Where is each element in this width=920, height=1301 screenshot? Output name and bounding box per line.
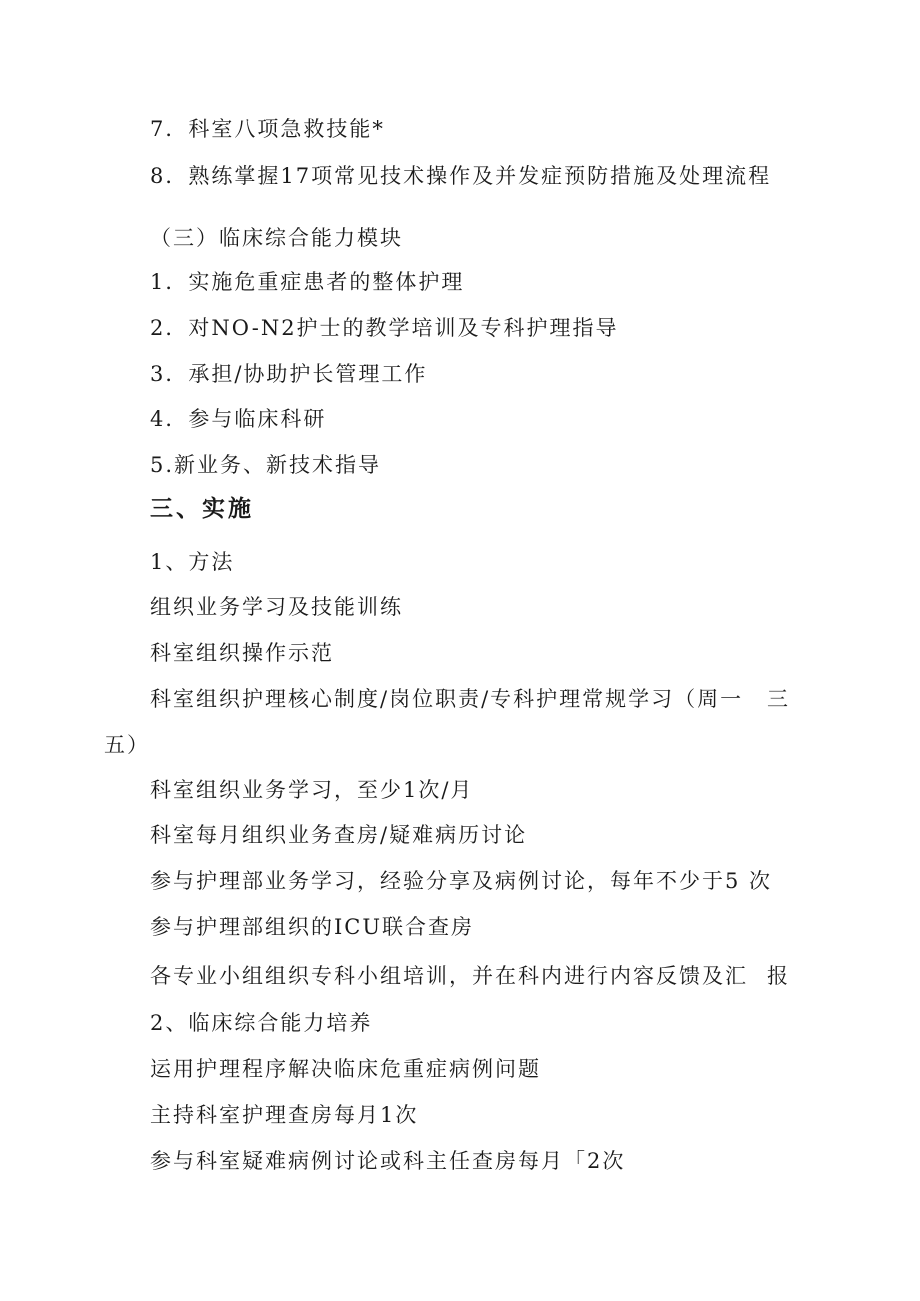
paragraph-line-wrapped <box>150 685 790 713</box>
subsection-heading-methods: 1、方法 <box>150 550 235 574</box>
list-item-management: 3．承担/协助护长管理工作 <box>150 362 428 386</box>
section-subheading-clinical-module: （三）临床综合能力模块 <box>150 226 403 250</box>
list-item-research: 4．参与临床科研 <box>150 407 327 431</box>
paragraph-line: 主持科室护理查房每月1次 <box>150 1103 419 1127</box>
paragraph-line: 参与护理部组织的ICU联合查房 <box>150 915 475 939</box>
paragraph-line: 运用护理程序解决临床危重症病例问题 <box>150 1057 541 1081</box>
paragraph-line: 组织业务学习及技能训练 <box>150 595 403 619</box>
paragraph-line: 参与科室疑难病例讨论或科主任查房每月「2次 <box>150 1149 626 1173</box>
subsection-heading-clinical-training: 2、临床综合能力培养 <box>150 1011 373 1035</box>
section-heading-implementation: 三、实施 <box>150 496 254 522</box>
list-item-new-technology: 5.新业务、新技术指导 <box>150 453 382 477</box>
list-item-critical-care: 1．实施危重症患者的整体护理 <box>150 270 465 294</box>
list-item-emergency-skills: 7．科室八项急救技能* <box>150 117 385 141</box>
list-item-technical-operations: 8．熟练掌握17项常见技术操作及并发症预防措施及处理流程 <box>150 164 772 188</box>
paragraph-line-continuation: 五） <box>104 733 150 757</box>
paragraph-text: 报 <box>767 964 790 988</box>
list-item-teaching-training: 2．对NO-N2护士的教学培训及专科护理指导 <box>150 316 619 340</box>
paragraph-line: 科室组织业务学习，至少1次/月 <box>150 778 474 802</box>
paragraph-text: 三 <box>767 687 790 711</box>
paragraph-line: 科室每月组织业务查房/疑难病历讨论 <box>150 823 528 847</box>
paragraph-line: 参与护理部业务学习，经验分享及病例讨论，每年不少于5 次 <box>150 869 773 893</box>
paragraph-text: 各专业小组组织专科小组培训，并在科内进行内容反馈及汇 <box>150 964 748 988</box>
paragraph-line-wrapped <box>150 962 790 990</box>
paragraph-text: 科室组织护理核心制度/岗位职责/专科护理常规学习（周一 <box>150 687 744 711</box>
paragraph-line: 科室组织操作示范 <box>150 641 334 665</box>
